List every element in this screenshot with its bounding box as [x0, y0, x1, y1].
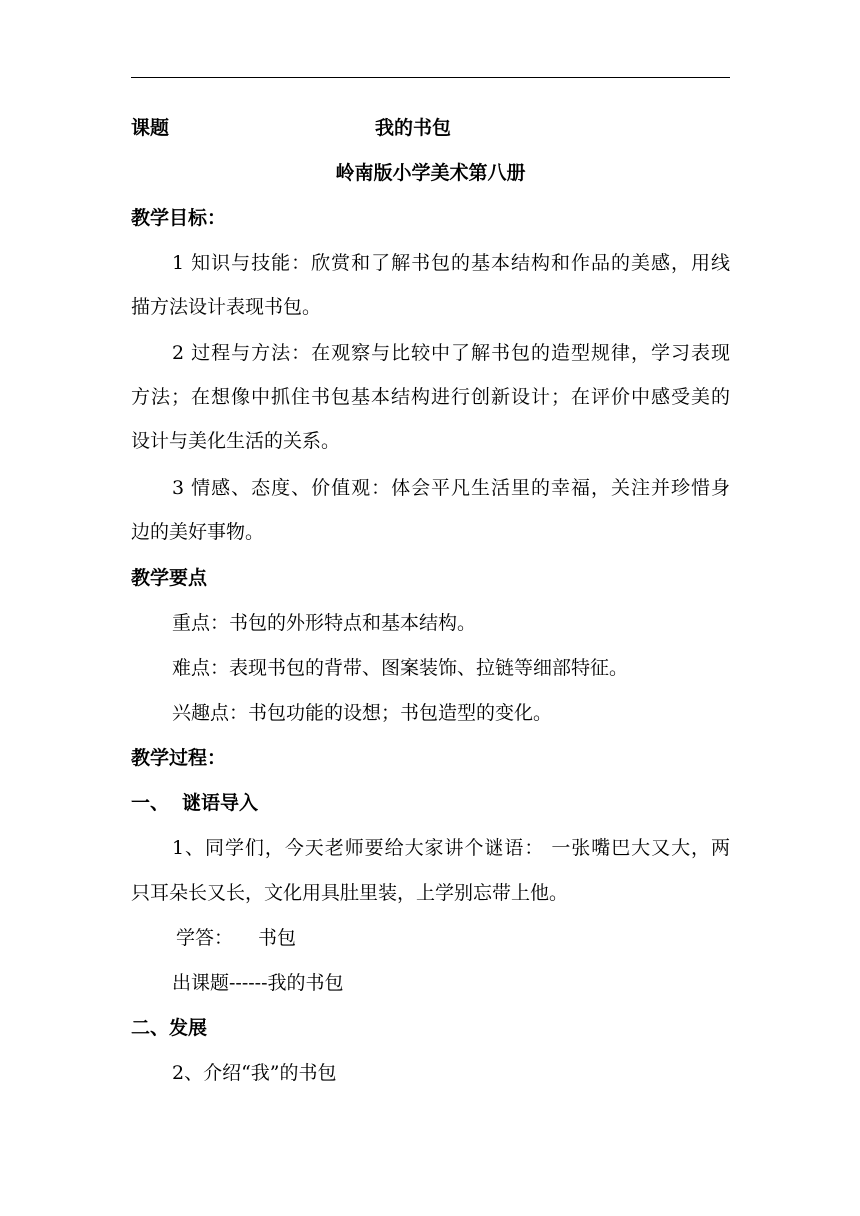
answer-label: 学答： — [176, 927, 234, 949]
objective-2-line-2: 方法；在想像中抓住书包基本结构进行创新设计；在评价中感受美的 — [131, 386, 730, 408]
section-1-number: 一、 — [131, 792, 170, 814]
objective-1-line-2: 描方法设计表现书包。 — [131, 296, 322, 318]
header-rule — [131, 77, 730, 78]
topic-label: 课题 — [131, 117, 170, 139]
document-title: 我的书包 — [375, 117, 452, 139]
objective-1-line-1: 1 知识与技能：欣赏和了解书包的基本结构和作品的美感，用线 — [172, 252, 730, 274]
keypoints-heading: 教学要点 — [131, 567, 208, 589]
objective-2-line-3: 设计与美化生活的关系。 — [131, 430, 341, 452]
document-subtitle: 岭南版小学美术第八册 — [335, 162, 526, 184]
keypoint-interest: 兴趣点：书包功能的设想；书包造型的变化。 — [172, 702, 553, 724]
keypoint-focus: 重点：书包的外形特点和基本结构。 — [172, 612, 477, 634]
topic-intro-line: 出课题------我的书包 — [172, 972, 344, 994]
objective-3-line-1: 3 情感、态度、价值观：体会平凡生活里的幸福，关注并珍惜身 — [172, 477, 730, 499]
riddle-line-1: 1、同学们，今天老师要给大家讲个谜语： 一张嘴巴大又大，两 — [172, 837, 730, 859]
section-1-title: 谜语导入 — [182, 792, 259, 814]
introduce-bag-line: 2、介绍“我”的书包 — [172, 1062, 337, 1084]
keypoint-difficulty: 难点：表现书包的背带、图案装饰、拉链等细部特征。 — [172, 657, 629, 679]
objective-3-line-2: 边的美好事物。 — [131, 521, 265, 543]
process-heading: 教学过程： — [131, 747, 227, 769]
section-2-heading: 二、发展 — [131, 1017, 208, 1039]
answer-value: 书包 — [258, 927, 297, 949]
riddle-line-2: 只耳朵长又长，文化用具肚里装，上学别忘带上他。 — [131, 882, 569, 904]
objectives-heading: 教学目标： — [131, 207, 227, 229]
objective-2-line-1: 2 过程与方法：在观察与比较中了解书包的造型规律，学习表现 — [172, 342, 730, 364]
